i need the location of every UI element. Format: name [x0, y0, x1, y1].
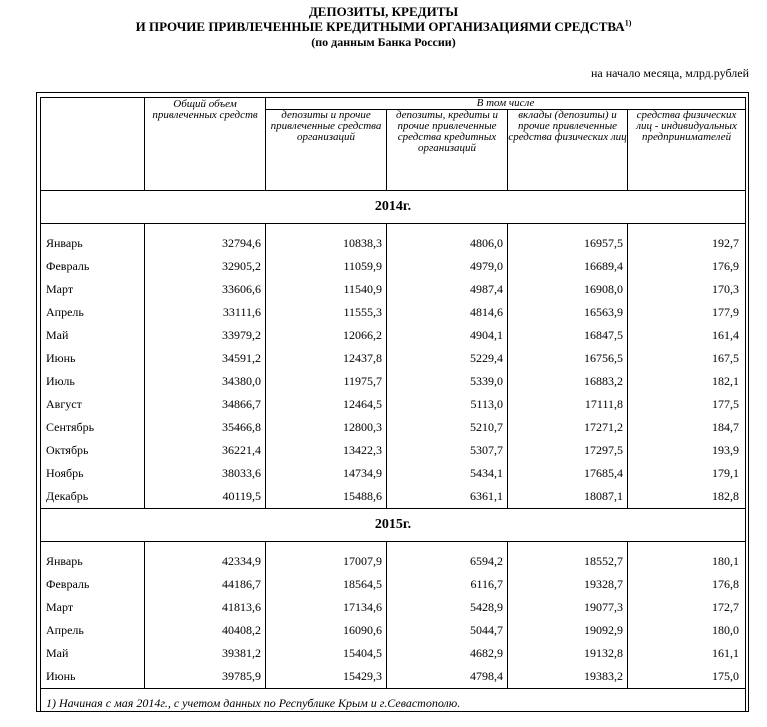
value-cell: 15488,6: [266, 485, 387, 509]
value-cell: 5113,0: [387, 393, 508, 416]
value-cell: 17134,6: [266, 596, 387, 619]
value-cell: 179,1: [628, 462, 746, 485]
month-cell: Февраль: [41, 573, 145, 596]
title-line-1: ДЕПОЗИТЫ, КРЕДИТЫ: [308, 4, 459, 19]
month-cell: Июль: [41, 370, 145, 393]
value-cell: 33606,6: [145, 278, 266, 301]
value-cell: 19077,3: [508, 596, 628, 619]
month-cell: Декабрь: [41, 485, 145, 509]
table-row: [41, 232, 746, 255]
value-cell: 42334,9: [145, 550, 266, 573]
header-col4: средства физических лиц - индивидуальных предпринимателей: [628, 110, 746, 191]
value-cell: 33979,2: [145, 324, 266, 347]
table-row: [41, 324, 746, 347]
footnote: 1) Начиная с мая 2014г., с учетом данных по Республике Крым и г.Севастополю.: [41, 689, 746, 712]
header-col2: депозиты, кредиты и прочие привлеченные средства кредитных организаций: [387, 110, 508, 191]
value-cell: 11555,3: [266, 301, 387, 324]
value-cell: 12437,8: [266, 347, 387, 370]
title-line-3: (по данным Банка России): [311, 35, 456, 49]
month-cell: Июнь: [41, 347, 145, 370]
value-cell: 38033,6: [145, 462, 266, 485]
month-cell: Февраль: [41, 255, 145, 278]
month-cell: Апрель: [41, 301, 145, 324]
month-cell: Октябрь: [41, 439, 145, 462]
table-body: [41, 191, 746, 712]
value-cell: 170,3: [628, 278, 746, 301]
value-cell: 5434,1: [387, 462, 508, 485]
value-cell: 17111,8: [508, 393, 628, 416]
value-cell: 19383,2: [508, 665, 628, 689]
table-row: [41, 301, 746, 324]
value-cell: 6361,1: [387, 485, 508, 509]
value-cell: 40119,5: [145, 485, 266, 509]
value-cell: 18087,1: [508, 485, 628, 509]
table-row: [41, 550, 746, 573]
month-cell: Ноябрь: [41, 462, 145, 485]
value-cell: 34866,7: [145, 393, 266, 416]
value-cell: 10838,3: [266, 232, 387, 255]
table-row: [41, 642, 746, 665]
value-cell: 172,7: [628, 596, 746, 619]
month-cell: Январь: [41, 232, 145, 255]
table-row: [41, 596, 746, 619]
header-col1: депозиты и прочие привлеченные средства организаций: [266, 110, 387, 191]
value-cell: 4987,4: [387, 278, 508, 301]
value-cell: 184,7: [628, 416, 746, 439]
value-cell: 161,4: [628, 324, 746, 347]
month-cell: Май: [41, 642, 145, 665]
value-cell: 39381,2: [145, 642, 266, 665]
value-cell: 34380,0: [145, 370, 266, 393]
year-heading: 2014г.: [41, 191, 746, 224]
value-cell: 32794,6: [145, 232, 266, 255]
value-cell: 36221,4: [145, 439, 266, 462]
value-cell: 182,1: [628, 370, 746, 393]
title-line-2: [0, 19, 767, 34]
table-row: [41, 393, 746, 416]
table-row: [41, 416, 746, 439]
units-note: на начало месяца, млрд.рублей: [590, 66, 749, 80]
value-cell: 15429,3: [266, 665, 387, 689]
value-cell: 6594,2: [387, 550, 508, 573]
value-cell: 17007,9: [266, 550, 387, 573]
value-cell: 40408,2: [145, 619, 266, 642]
value-cell: 5210,7: [387, 416, 508, 439]
value-cell: 19132,8: [508, 642, 628, 665]
month-cell: Март: [41, 278, 145, 301]
value-cell: 176,8: [628, 573, 746, 596]
year-heading: 2015г.: [41, 509, 746, 542]
month-cell: Сентябрь: [41, 416, 145, 439]
value-cell: 13422,3: [266, 439, 387, 462]
value-cell: 16847,5: [508, 324, 628, 347]
value-cell: 35466,8: [145, 416, 266, 439]
header-col3: вклады (депозиты) и прочие привлеченные средства физических лиц: [508, 110, 628, 191]
value-cell: 12464,5: [266, 393, 387, 416]
value-cell: 16756,5: [508, 347, 628, 370]
title-line-2-text: И ПРОЧИЕ ПРИВЛЕЧЕННЫЕ КРЕДИТНЫМИ ОРГАНИЗАЦИЯМИ СРЕДСТВА: [135, 19, 625, 34]
table-row: [41, 573, 746, 596]
header-month: [41, 98, 145, 191]
value-cell: 177,9: [628, 301, 746, 324]
value-cell: 167,5: [628, 347, 746, 370]
value-cell: 5428,9: [387, 596, 508, 619]
value-cell: 18564,5: [266, 573, 387, 596]
value-cell: 11540,9: [266, 278, 387, 301]
value-cell: 16883,2: [508, 370, 628, 393]
value-cell: 12800,3: [266, 416, 387, 439]
value-cell: 16689,4: [508, 255, 628, 278]
value-cell: 19092,9: [508, 619, 628, 642]
value-cell: 175,0: [628, 665, 746, 689]
title-footnote-mark: 1): [624, 18, 632, 28]
value-cell: 44186,7: [145, 573, 266, 596]
value-cell: 16563,9: [508, 301, 628, 324]
value-cell: 180,1: [628, 550, 746, 573]
value-cell: 4682,9: [387, 642, 508, 665]
value-cell: 32905,2: [145, 255, 266, 278]
value-cell: 176,9: [628, 255, 746, 278]
table-row: [41, 665, 746, 689]
month-cell: Январь: [41, 550, 145, 573]
value-cell: 18552,7: [508, 550, 628, 573]
value-cell: 161,1: [628, 642, 746, 665]
table-row: [41, 462, 746, 485]
month-cell: Март: [41, 596, 145, 619]
value-cell: 17271,2: [508, 416, 628, 439]
value-cell: 6116,7: [387, 573, 508, 596]
table-row: [41, 619, 746, 642]
value-cell: 5307,7: [387, 439, 508, 462]
data-table: [40, 97, 746, 711]
value-cell: 16908,0: [508, 278, 628, 301]
month-cell: Май: [41, 324, 145, 347]
value-cell: 33111,6: [145, 301, 266, 324]
table-row: [41, 439, 746, 462]
value-cell: 17297,5: [508, 439, 628, 462]
value-cell: 11059,9: [266, 255, 387, 278]
header-group: В том числе: [266, 98, 746, 110]
value-cell: 177,5: [628, 393, 746, 416]
month-cell: Август: [41, 393, 145, 416]
value-cell: 5339,0: [387, 370, 508, 393]
value-cell: 11975,7: [266, 370, 387, 393]
value-cell: 34591,2: [145, 347, 266, 370]
value-cell: 4798,4: [387, 665, 508, 689]
value-cell: 17685,4: [508, 462, 628, 485]
value-cell: 5044,7: [387, 619, 508, 642]
value-cell: 41813,6: [145, 596, 266, 619]
value-cell: 193,9: [628, 439, 746, 462]
value-cell: 16957,5: [508, 232, 628, 255]
value-cell: 4904,1: [387, 324, 508, 347]
value-cell: 4979,0: [387, 255, 508, 278]
value-cell: 39785,9: [145, 665, 266, 689]
value-cell: 4814,6: [387, 301, 508, 324]
value-cell: 180,0: [628, 619, 746, 642]
value-cell: 12066,2: [266, 324, 387, 347]
value-cell: 15404,5: [266, 642, 387, 665]
table-row: [41, 370, 746, 393]
value-cell: 5229,4: [387, 347, 508, 370]
value-cell: 14734,9: [266, 462, 387, 485]
value-cell: 4806,0: [387, 232, 508, 255]
month-cell: Апрель: [41, 619, 145, 642]
value-cell: 16090,6: [266, 619, 387, 642]
value-cell: 192,7: [628, 232, 746, 255]
table-row: [41, 485, 746, 509]
month-cell: Июнь: [41, 665, 145, 689]
table-row: [41, 278, 746, 301]
table-row: [41, 347, 746, 370]
value-cell: 182,8: [628, 485, 746, 509]
value-cell: 19328,7: [508, 573, 628, 596]
table-row: [41, 255, 746, 278]
header-total: Общий объем привлеченных средств: [145, 98, 266, 191]
